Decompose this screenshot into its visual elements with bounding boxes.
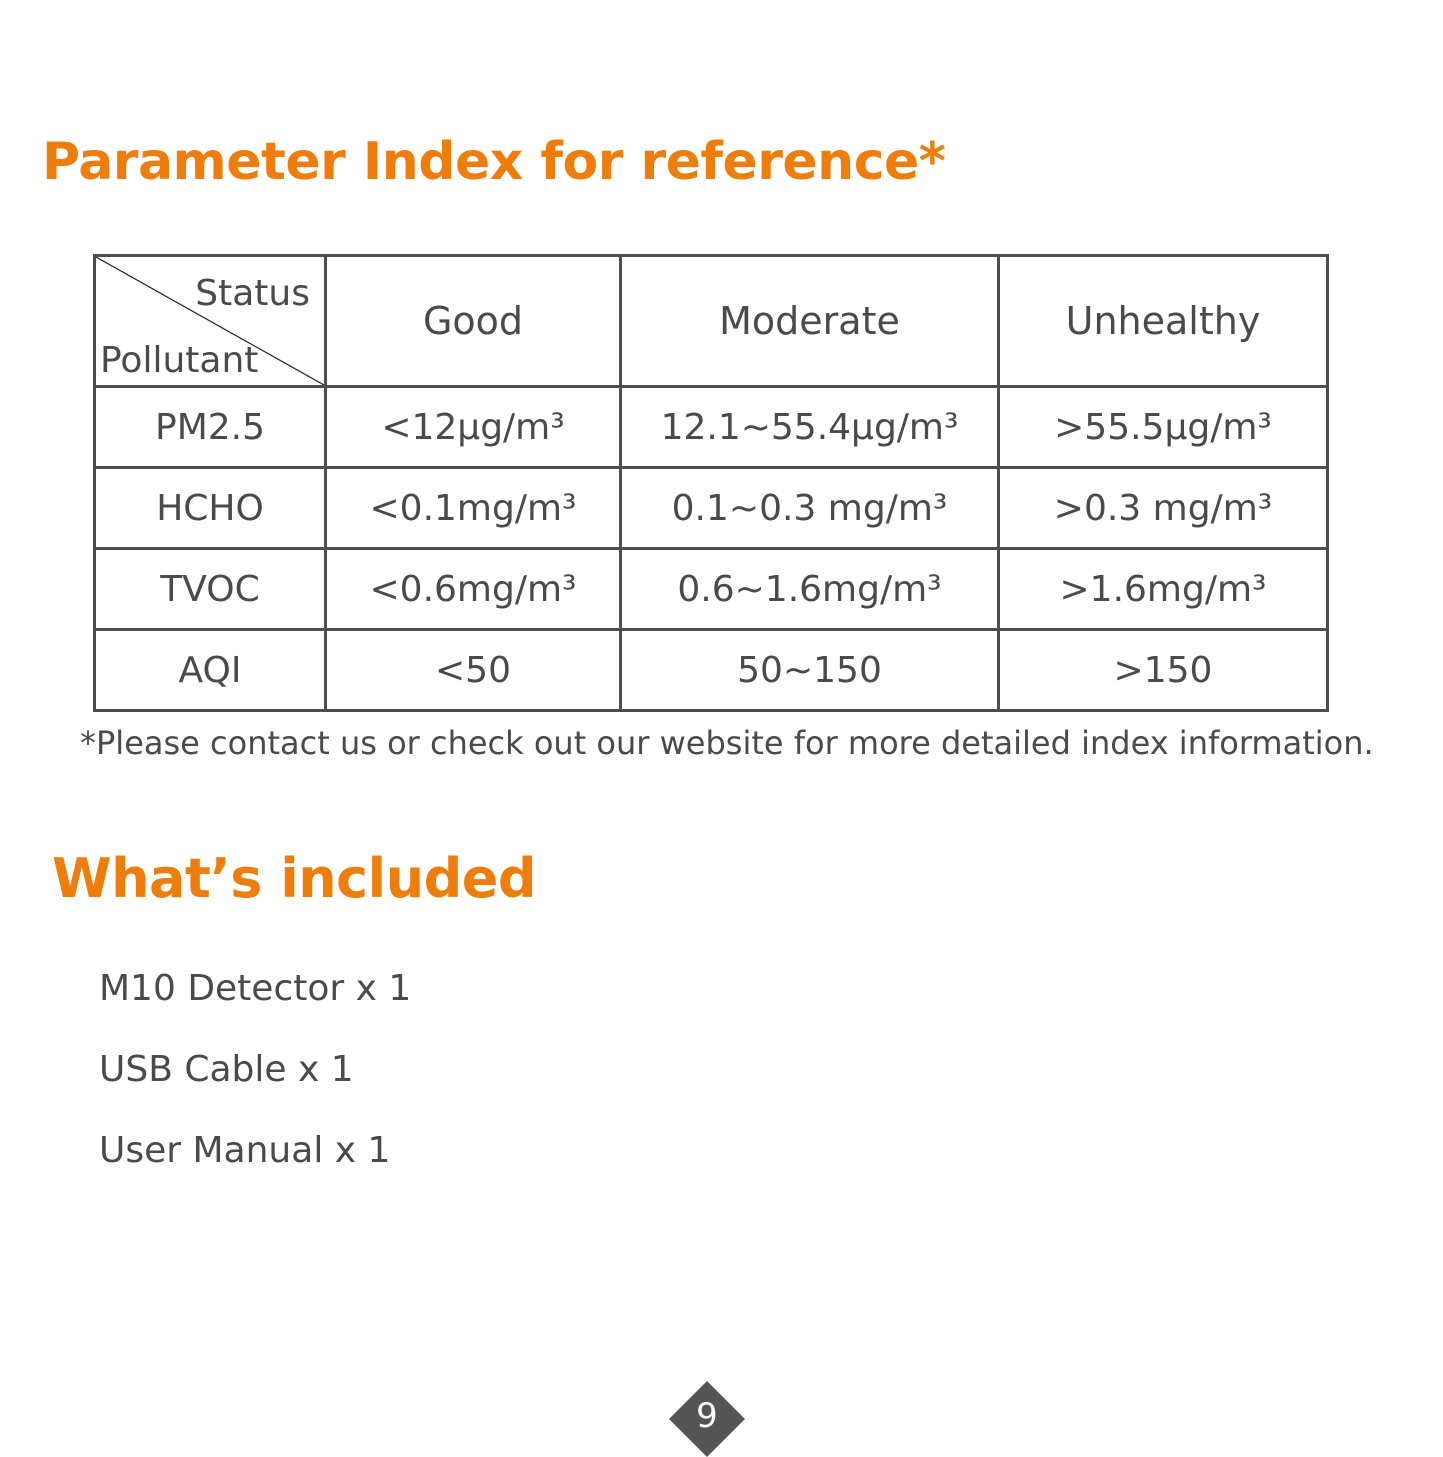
header-good: Good (326, 256, 621, 387)
good-cell: <0.6mg/m³ (326, 549, 621, 630)
table-row (95, 387, 1328, 468)
pollutant-label: Pollutant (100, 340, 259, 381)
unhealthy-cell: >1.6mg/m³ (999, 549, 1328, 630)
reference-footnote: *Please contact us or check out our website for more detailed index information. (80, 724, 1374, 762)
unhealthy-cell: >55.5µg/m³ (999, 387, 1328, 468)
moderate-cell: 0.6~1.6mg/m³ (621, 549, 999, 630)
pollutant-cell: PM2.5 (95, 387, 326, 468)
table-header-row (95, 256, 1328, 387)
header-unhealthy: Unhealthy (999, 256, 1328, 387)
list-item: M10 Detector x 1 (99, 968, 412, 1009)
page-number: 9 (696, 1396, 718, 1436)
parameter-index-title: Parameter Index for reference* (42, 132, 946, 192)
whats-included-title: What’s included (52, 847, 537, 910)
header-moderate: Moderate (621, 256, 999, 387)
pollutant-cell: HCHO (95, 468, 326, 549)
unhealthy-cell: >150 (999, 630, 1328, 711)
included-items-list (99, 966, 411, 1209)
table-row (95, 630, 1328, 711)
status-label: Status (195, 273, 310, 314)
table-row (95, 549, 1328, 630)
good-cell: <50 (326, 630, 621, 711)
table-row (95, 468, 1328, 549)
moderate-cell: 0.1~0.3 mg/m³ (621, 468, 999, 549)
moderate-cell: 50~150 (621, 630, 999, 711)
unhealthy-cell: >0.3 mg/m³ (999, 468, 1328, 549)
good-cell: <12µg/m³ (326, 387, 621, 468)
pollutant-cell: TVOC (95, 549, 326, 630)
parameter-index-table (93, 254, 1329, 712)
pollutant-cell: AQI (95, 630, 326, 711)
good-cell: <0.1mg/m³ (326, 468, 621, 549)
corner-header-cell (95, 256, 326, 387)
moderate-cell: 12.1~55.4µg/m³ (621, 387, 999, 468)
list-item: USB Cable x 1 (99, 1049, 354, 1090)
list-item: User Manual x 1 (99, 1130, 391, 1171)
